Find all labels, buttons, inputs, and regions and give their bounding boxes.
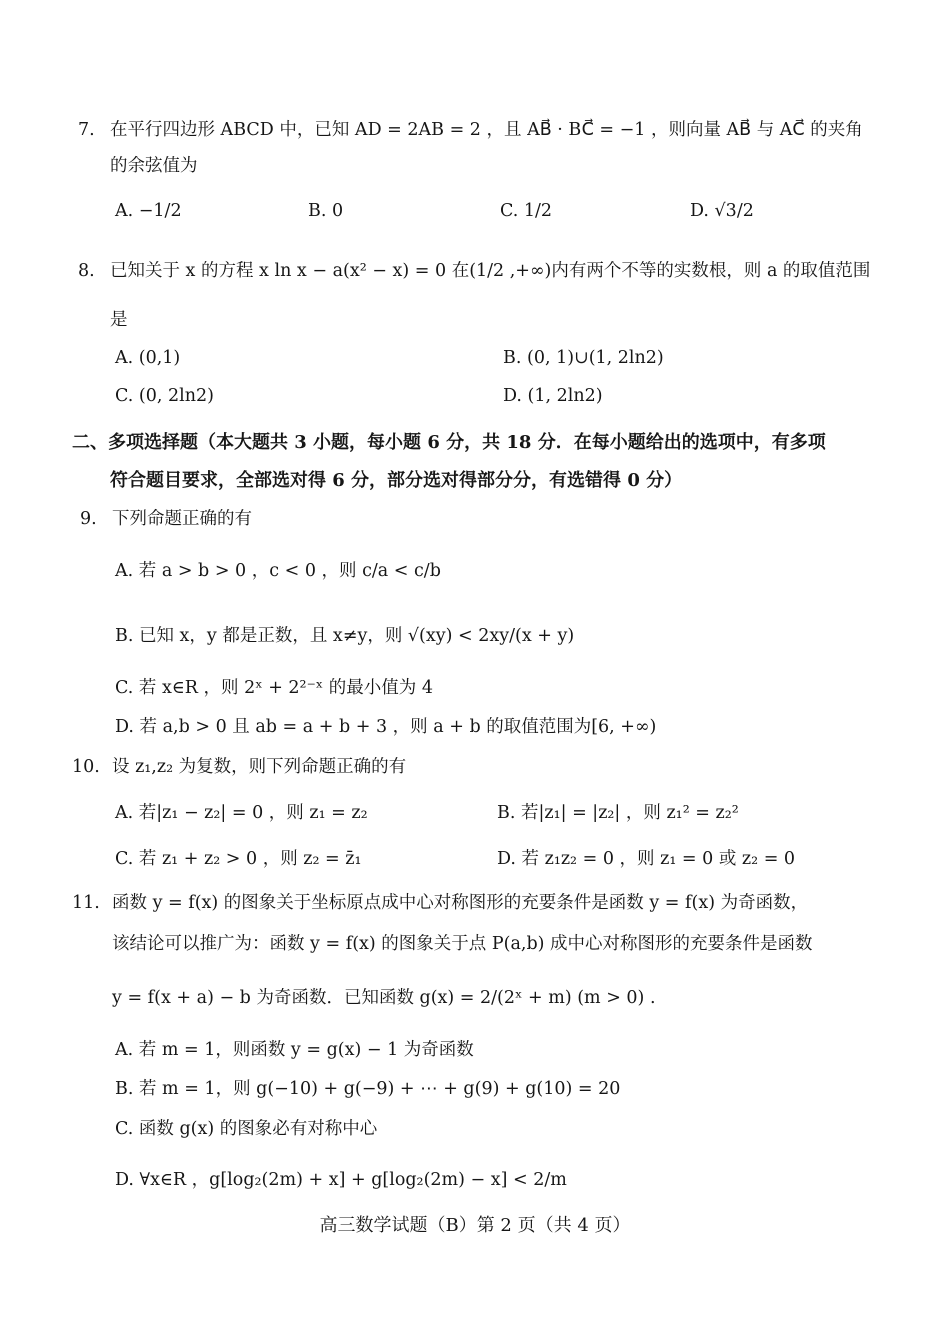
question-10-number: 10.: [72, 757, 100, 777]
question-9-option-b: B. 已知 x，y 都是正数，且 x≠y，则 √(xy) < 2xy/(x + y): [115, 626, 575, 646]
question-10-option-d: D. 若 z₁z₂ = 0 ，则 z₁ = 0 或 z₂ = 0: [497, 849, 796, 869]
question-8-line-1: 已知关于 x 的方程 x ln x − a(x² − x) = 0 在(1/2 ,+∞)内有两个不等的实数根，则 a 的取值范围: [110, 261, 871, 281]
question-11-option-b: B. 若 m = 1，则 g(−10) + g(−9) + ⋯ + g(9) + g(10) = 20: [115, 1079, 621, 1099]
question-8-option-d: D. (1, 2ln2): [503, 386, 603, 406]
question-11-line-3: y = f(x + a) − b 为奇函数．已知函数 g(x) = 2/(2ˣ + m) (m > 0) .: [112, 988, 656, 1008]
question-10-option-a: A. 若|z₁ − z₂| = 0 ，则 z₁ = z₂: [115, 803, 368, 823]
question-11-line-2: 该结论可以推广为：函数 y = f(x) 的图象关于点 P(a,b) 成中心对称图形的充要条件是函数: [112, 934, 813, 954]
question-11-option-c: C. 函数 g(x) 的图象必有对称中心: [115, 1119, 378, 1139]
question-11-option-d: D. ∀x∈R ，g[log₂(2m) + x] + g[log₂(2m) − x] < 2/m: [115, 1170, 567, 1190]
question-7-option-b: B. 0: [308, 201, 344, 221]
question-8-option-a: A. (0,1): [115, 348, 181, 368]
question-11-number: 11.: [72, 893, 100, 913]
question-9-line-1: 下列命题正确的有: [112, 509, 252, 529]
question-8-option-c: C. (0, 2ln2): [115, 386, 214, 406]
question-8-option-b: B. (0, 1)∪(1, 2ln2): [503, 348, 664, 368]
question-9-option-c: C. 若 x∈R ，则 2ˣ + 2²⁻ˣ 的最小值为 4: [115, 678, 433, 698]
question-11-line-1: 函数 y = f(x) 的图象关于坐标原点成中心对称图形的充要条件是函数 y = f(x) 为奇函数，: [112, 893, 809, 913]
question-7-line-1: 在平行四边形 ABCD 中，已知 AD = 2AB = 2 ，且 AB⃗ · BC⃗ = −1 ，则向量 AB⃗ 与 AC⃗ 的夹角: [110, 120, 863, 140]
question-7-number: 7.: [78, 120, 95, 140]
section-2-heading: 二、多项选择题（本大题共 3 小题，每小题 6 分，共 18 分．在每小题给出的选项中，有多项: [72, 432, 826, 453]
question-7-option-c: C. 1/2: [500, 201, 553, 221]
section-2-heading-line-2: 符合题目要求，全部选对得 6 分，部分选对得部分分，有选错得 0 分）: [110, 470, 683, 491]
question-7-option-a: A. −1/2: [115, 201, 182, 221]
question-8-line-2: 是: [110, 310, 128, 330]
question-7-line-2: 的余弦值为: [110, 156, 198, 176]
page-footer: 高三数学试题（B）第 2 页（共 4 页）: [319, 1215, 631, 1236]
question-10-option-c: C. 若 z₁ + z₂ > 0 ，则 z₂ = z̄₁: [115, 849, 362, 869]
question-10-line-1: 设 z₁,z₂ 为复数，则下列命题正确的有: [112, 757, 407, 777]
question-10-option-b: B. 若|z₁| = |z₂| ，则 z₁² = z₂²: [497, 803, 739, 823]
question-9-option-a: A. 若 a > b > 0 ，c < 0 ，则 c/a < c/b: [115, 561, 441, 581]
question-8-number: 8.: [78, 261, 95, 281]
question-7-option-d: D. √3/2: [690, 201, 754, 221]
question-11-option-a: A. 若 m = 1，则函数 y = g(x) − 1 为奇函数: [115, 1040, 474, 1060]
question-9-option-d: D. 若 a,b > 0 且 ab = a + b + 3 ，则 a + b 的取值范围为[6, +∞): [115, 717, 657, 737]
question-9-number: 9.: [80, 509, 97, 529]
